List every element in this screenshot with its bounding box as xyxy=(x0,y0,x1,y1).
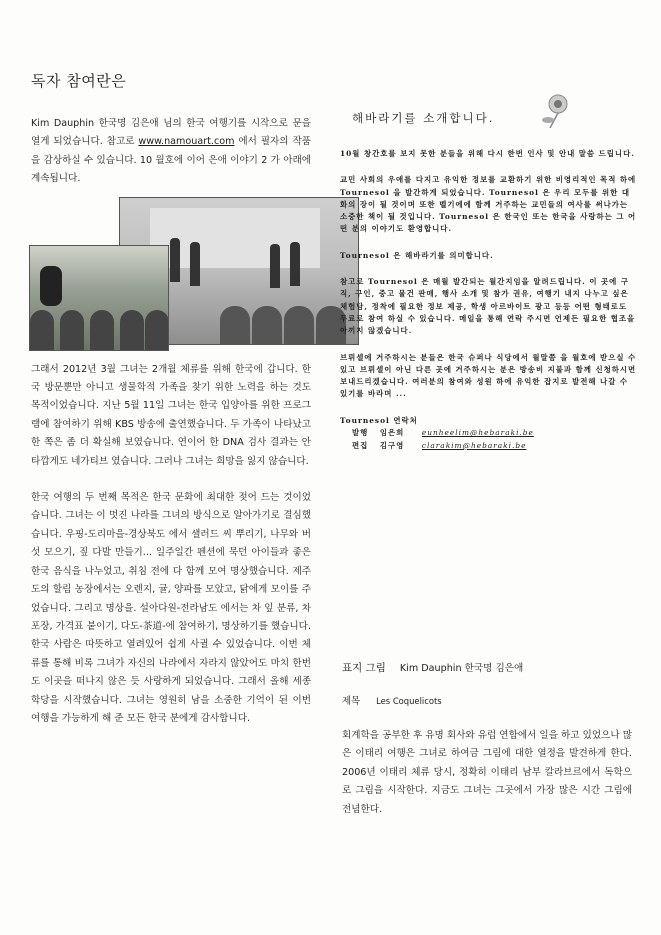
tea-field-photo xyxy=(29,245,169,351)
cover-heading: 표지 그림 xyxy=(342,662,386,674)
cover-title-label: 제목 xyxy=(342,696,361,707)
contact-email[interactable]: eunheelim@hebaraki.be xyxy=(421,428,534,438)
intro-p5: 브뤼셀에 거주하시는 분들은 한국 슈퍼나 식당에서 월말쯤 을 월호에 받으실 수 있고 브뤼셀이 아닌 다른 곳에 거주하시는 분은 방송비 지불과 함께 신청하시면 보내드리겠습니다. 여러분의 참여와 성원 하에 유익한 잡지로 발전해 나갈 수 있기를 바라며 ... xyxy=(340,352,637,399)
intro-p1: 10월 창간호를 보지 못한 분들을 위해 다시 한번 인사 및 안내 말씀 드립니다. xyxy=(340,149,635,158)
intro-paragraph xyxy=(31,115,311,189)
tournesol-intro xyxy=(340,110,638,452)
contact-row xyxy=(340,427,638,440)
intro-p4: 참고로 Tournesol 은 매월 발간되는 월간지임을 알려드립니다. 이 곳에 구직, 구인, 중고 물건 판매, 행사 소개 및 참가 권유, 여행기 내지 나누고 싶은 체험담, 정착에 필요한 정보 제공, 학생 아르바이트 광고 등등 어떤 형태로도 무료로 참여 하실 수 있습니다. 메일을 통해 연락 주시면 언제든 필요한 협조을 아끼지 않겠습니다. xyxy=(340,277,636,336)
story-paragraph-3: 한국 여행의 두 번째 목적은 한국 문화에 최대한 젖어 드는 것이었습니다. 그녀는 이 멋진 나라를 그녀의 방식으로 알아가기로 결심했습니다. 우핑-도리마을-경상북도 에서 샐러드 씨 뿌리기, 나무와 버섯 모으기, 짚 다발 만들기... 일주일간 펜션에 묵던 아이들과 좋은 한국 음식을 나누었고, 취침 전에 다 함께 모여 명상했습니다. 제주도의 할림 농장에서는 오렌지, 귤, 양파를 모았고, 닭에게 모이를 주었습니다. 그리고 명상을. 설아다원-전라남도 에서는 차 잎 분류, 차 포장, 가격표 붙이기, 다도-茶道-에 참여하기, 명상하기를 했습니다. 한국 사람은 따뜻하고 열려있어 쉽게 사귈 수 있었습니다. 이번 체류를 통해 비록 그녀가 자신의 나라에서 자라지 않았어도 마치 한번도 이곳을 떠나지 않은 듯 사랑하게 되었습니다. 그래서 올해 세종 학당을 시작했습니다. 그녀는 영원히 남을 소중한 기억이 된 이번 여행을 가능하게 해 준 모든 한국 분에게 감사합니다. xyxy=(31,492,311,724)
contact-name: 김구영 xyxy=(379,440,405,450)
contact-role: 편집 xyxy=(352,440,369,450)
story-paragraph-2: 그래서 2012년 3월 그녀는 2개월 체류를 위해 한국에 갑니다. 한국 방문뿐만 아니고 생물학적 가족을 찾기 위한 노력을 하는 것도 목적이었습니다. 지난 5월 11일 그녀는 한국 입양아를 위한 프로그램에 참여하기 위해 KBS 방송에 출연했습니다. 두 가족이 나타났고 한 쪽은 좀 더 확실해 보였습니다. 연이어 한 DNA 검사 결과는 안타깝게도 네가티브 였습니다. 그러나 그녀는 희망을 잃지 않습니다. xyxy=(31,363,311,467)
website-link[interactable]: www.namouart.com xyxy=(138,136,235,148)
section-heading: 독자 참여란은 xyxy=(31,72,127,90)
contact-title: Tournesol 연락처 xyxy=(340,415,418,425)
intro-p3: Tournesol 은 해바라기를 의미합니다. xyxy=(340,250,494,260)
cover-body: 회계학을 공부한 후 유명 회사와 유럽 연합에서 일을 하고 있었으나 많은 이태리 여행은 그녀로 하여금 그림에 대한 열정을 발견하게 한다. 2006년 이태리 체류 당시, 정확히 이태리 남부 칼라브르에서 독학으로 그림을 시작한다. 지금도 그녀는 그곳에서 가장 많은 시간 그림에 전념한다. xyxy=(342,730,632,815)
contact-role: 발행 xyxy=(352,428,369,438)
intro-text-2: 에서 필자의 작품을 감상하실 수 있습니다. 10 월호에 이어 은애 이야기 2 가 아래에 계속됩니다. xyxy=(31,136,311,185)
cover-heading-row xyxy=(342,660,632,675)
contact-row xyxy=(340,440,638,453)
contact-name: 임은희 xyxy=(379,428,405,438)
intro-text-1: Kim Dauphin 한국명 김은애 님의 한국 여행기를 시작으로 문을 열게 되었습니다. 참고로 xyxy=(31,118,311,148)
cover-title-value: Les Coquelicots xyxy=(376,696,442,706)
sunflower-icon xyxy=(528,92,578,128)
cover-art-section xyxy=(342,660,632,819)
cover-artist: Kim Dauphin 한국명 김은애 xyxy=(399,663,524,674)
intro-p2: 교민 사회의 우애를 다지고 유익한 정보를 교환하기 위한 비영리적인 목적 하에 Tournesol 을 발간하게 되었습니다. Tournesol 은 우리 모두를 위한 대화의 장이 될 것이며 또한 벨기에에 함께 거주하는 교민들의 여사를 써나가는 소중한 책이 될 것입니다. Tournesol 은 한국인 또는 한국을 사랑하는 그 어떤 분의 이야기도 환영합니다. xyxy=(340,175,637,234)
cover-title-row xyxy=(342,693,632,707)
contact-block xyxy=(340,415,638,453)
reader-section xyxy=(31,70,311,728)
intro-title: 해바라기를 소개합니다. xyxy=(352,111,495,125)
contact-email[interactable]: clarakim@hebaraki.be xyxy=(421,440,527,450)
photo-collage xyxy=(31,197,311,347)
